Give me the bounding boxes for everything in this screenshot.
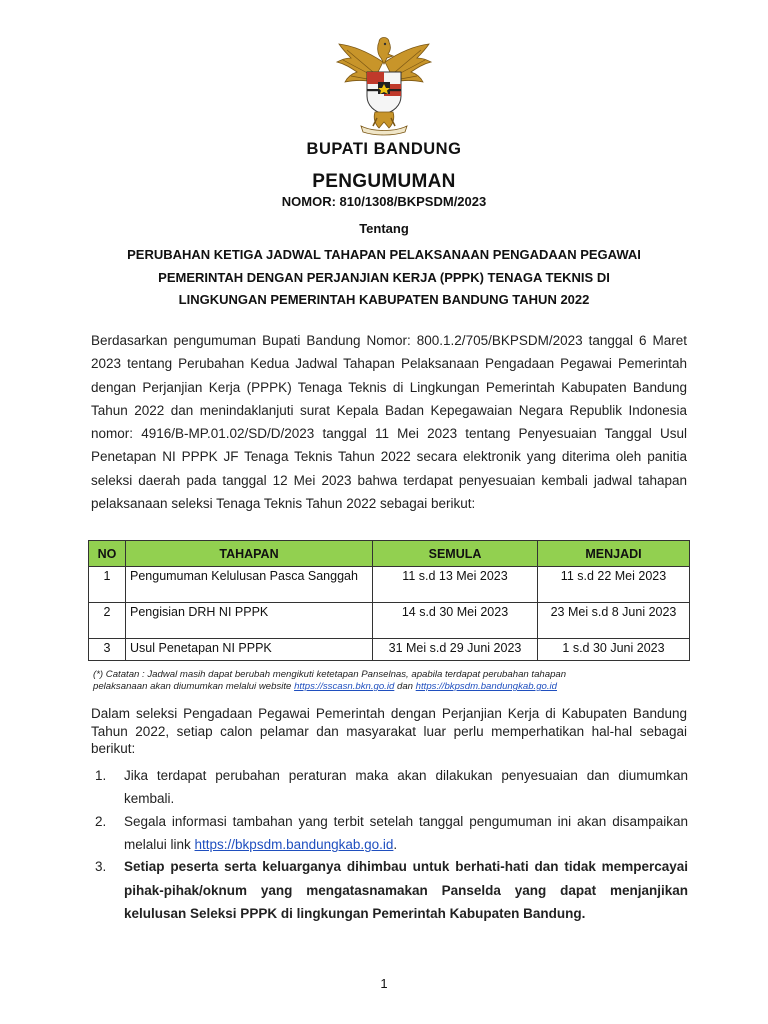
- schedule-table: [88, 540, 690, 661]
- page-number: 1: [380, 976, 388, 991]
- cell-revised: 1 s.d 30 Juni 2023: [538, 639, 690, 661]
- subject-line: LINGKUNGAN PEMERINTAH KABUPATEN BANDUNG TAHUN 2022: [178, 292, 590, 307]
- about-label: Tentang: [359, 221, 409, 236]
- list-number: 1.: [95, 768, 107, 783]
- header-original: SEMULA: [373, 541, 538, 567]
- document-number: NOMOR: 810/1308/BKPSDM/2023: [281, 194, 487, 209]
- table-row: [89, 603, 690, 639]
- table-row: [89, 639, 690, 661]
- cell-revised: 23 Mei s.d 8 Juni 2023: [538, 603, 690, 639]
- intro-paragraph: Berdasarkan pengumuman Bupati Bandung Nomor: 800.1.2/705/BKPSDM/2023 tanggal 6 Maret 2023 tentang Perubahan Kedua Jadwal Tahapan Pelaksanaan Pengadaan Pegawai Pemerintah dengan Perjanjian Kerja (PPPK) Tenaga Teknis di Lingkungan Pemerintah Kabupaten Bandung Tahun 2022 dan menindaklanjuti surat Kepala Badan Kepegawaian Negara Republik Indonesia nomor: 4916/B-MP.01.02/SD/D/2023 tanggal 11 Mei 2023 tentang Penyesuaian Tanggal Usul Penetapan NI PPPK JF Tenaga Teknis Tahun 2022 secara elektronik yang diterima oleh panitia seleksi daerah pada tanggal 12 Mei 2023 bahwa terdapat penyesuaian kembali jadwal tahapan pelaksanaan seleksi Tenaga Teknis Tahun 2022 sebagai berikut:: [91, 333, 687, 512]
- note-line-2: [93, 681, 683, 693]
- list-number: 2.: [95, 814, 107, 829]
- garuda-emblem-icon: [333, 32, 435, 136]
- cell-original: 11 s.d 13 Mei 2023: [373, 567, 538, 603]
- cell-no: 1: [89, 567, 126, 603]
- cell-original: 14 s.d 30 Mei 2023: [373, 603, 538, 639]
- header-no: NO: [89, 541, 126, 567]
- header-revised: MENJADI: [538, 541, 690, 567]
- cell-original: 31 Mei s.d 29 Juni 2023: [373, 639, 538, 661]
- sscasn-link[interactable]: https://sscasn.bkn.go.id: [294, 681, 395, 692]
- bkpsdm-link[interactable]: https://bkpsdm.bandungkab.go.id: [415, 681, 558, 692]
- cell-no: 2: [89, 603, 126, 639]
- bkpsdm-link[interactable]: https://bkpsdm.bandungkab.go.id: [194, 837, 394, 852]
- requirements-paragraph: Dalam seleksi Pengadaan Pegawai Pemerintah dengan Perjanjian Kerja di Kabupaten Bandung Tahun 2022, setiap calon pelamar dan masyarakat luar perlu memperhatikan hal-hal sebagai berikut:: [91, 706, 687, 756]
- subject-line: PEMERINTAH DENGAN PERJANJIAN KERJA (PPPK) TENAGA TEKNIS DI: [158, 269, 610, 285]
- document-title: PENGUMUMAN: [312, 171, 456, 192]
- list-text-warning: Setiap peserta serta keluarganya dihimbau untuk berhati-hati dan tidak mempercayai pihak-pihak/oknum yang mengatasnamakan Panselda yang dapat menjanjikan kelulusan Seleksi PPPK di lingkungan Pemerintah Kabupaten Bandung.: [124, 859, 688, 921]
- table-row: [89, 567, 690, 603]
- cell-stage: Pengisian DRH NI PPPK: [126, 603, 373, 639]
- note-conjunction: dan: [394, 681, 416, 692]
- list-text-part: .: [393, 837, 398, 852]
- list-text: [124, 810, 688, 856]
- list-text-part: Segala informasi tambahan yang terbit setelah tanggal pengumuman ini akan disampaikan melalui link: [124, 814, 688, 852]
- note-text: pelaksanaan akan diumumkan melalui website: [93, 681, 295, 692]
- cell-stage: Usul Penetapan NI PPPK: [126, 639, 373, 661]
- list-text: Jika terdapat perubahan peraturan maka akan dilakukan penyesuaian dan diumumkan kembali.: [124, 768, 688, 806]
- issuer-heading: BUPATI BANDUNG: [306, 140, 462, 158]
- table-header-row: [89, 541, 690, 567]
- cell-revised: 11 s.d 22 Mei 2023: [538, 567, 690, 603]
- cell-stage: Pengumuman Kelulusan Pasca Sanggah: [126, 567, 373, 603]
- cell-no: 3: [89, 639, 126, 661]
- list-number: 3.: [95, 859, 107, 874]
- header-stage: TAHAPAN: [126, 541, 373, 567]
- subject-line: PERUBAHAN KETIGA JADWAL TAHAPAN PELAKSANAAN PENGADAAN PEGAWAI: [127, 247, 641, 262]
- document-subject: [70, 244, 698, 312]
- note-line: (*) Catatan : Jadwal masih dapat berubah mengikuti ketetapan Panselnas, apabila terdapat perubahan tahapan: [93, 669, 567, 680]
- table-note: [93, 669, 683, 693]
